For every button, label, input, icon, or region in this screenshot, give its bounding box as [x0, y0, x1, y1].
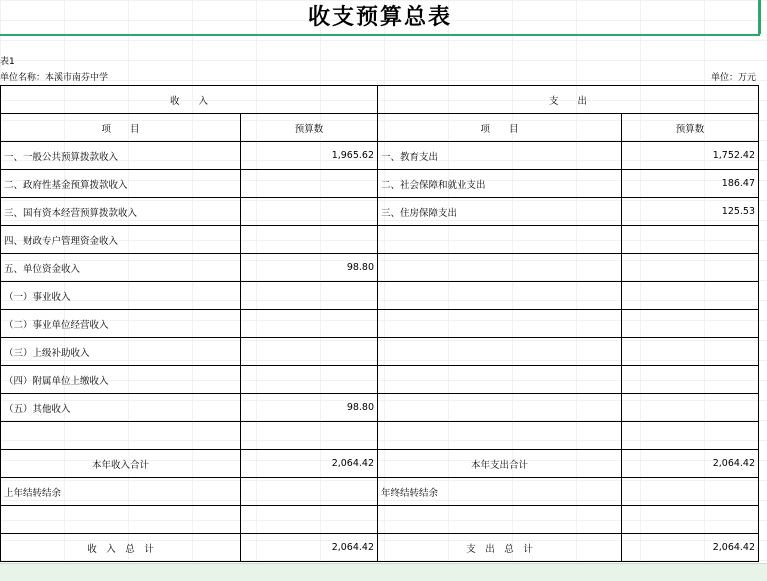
- unit-label: 单位：万元: [710, 73, 756, 83]
- expense-item-header: 项 目: [378, 114, 622, 142]
- income-amount-cell[interactable]: [241, 170, 378, 198]
- year-total-row: [1, 450, 759, 478]
- income-item-cell[interactable]: 四、财政专户管理资金收入: [1, 226, 241, 254]
- expense-header: 支 出: [378, 86, 759, 114]
- income-item-cell[interactable]: 三、国有资本经营预算拨款收入: [1, 198, 241, 226]
- expense-item-cell[interactable]: 二、社会保障和就业支出: [378, 170, 622, 198]
- table-row: [1, 198, 759, 226]
- table-row: [1, 366, 759, 394]
- expense-amount-cell[interactable]: [622, 310, 759, 338]
- income-budget-header: 预算数: [241, 114, 378, 142]
- sheet-bottom-area: [0, 563, 767, 581]
- expense-item-cell[interactable]: [378, 366, 622, 394]
- income-item-cell[interactable]: （四）附属单位上缴收入: [1, 366, 241, 394]
- income-amount-cell[interactable]: 98.80: [241, 254, 378, 282]
- income-item-cell[interactable]: （二）事业单位经营收入: [1, 310, 241, 338]
- income-item-cell[interactable]: 一、一般公共预算拨款收入: [1, 142, 241, 170]
- table-row: [1, 142, 759, 170]
- table-row: [1, 506, 759, 534]
- expense-amount-cell[interactable]: [622, 254, 759, 282]
- income-amount-cell[interactable]: 1,965.62: [241, 142, 378, 170]
- expense-amount-cell[interactable]: [622, 282, 759, 310]
- expense-budget-header: 预算数: [622, 114, 759, 142]
- carry-in-label[interactable]: 上年结转结余: [1, 478, 241, 506]
- page-title: 收支预算总表: [0, 0, 760, 36]
- income-total-label[interactable]: 收 入 总 计: [1, 534, 241, 562]
- income-amount-cell[interactable]: [241, 366, 378, 394]
- expense-amount-cell[interactable]: [622, 366, 759, 394]
- empty-cell[interactable]: [1, 506, 241, 534]
- table-number: 表1: [0, 57, 15, 67]
- table-row: [1, 282, 759, 310]
- income-item-header: 项 目: [1, 114, 241, 142]
- cell-selection-edge: [758, 0, 761, 34]
- carry-out-label[interactable]: 年终结转结余: [378, 478, 622, 506]
- income-amount-cell[interactable]: [241, 310, 378, 338]
- expense-amount-cell[interactable]: [622, 394, 759, 422]
- table-row: [1, 422, 759, 450]
- expense-item-cell[interactable]: [378, 394, 622, 422]
- income-item-cell[interactable]: [1, 422, 241, 450]
- year-expense-value[interactable]: 2,064.42: [622, 450, 759, 478]
- income-item-cell[interactable]: （一）事业收入: [1, 282, 241, 310]
- carry-over-row: [1, 478, 759, 506]
- income-amount-cell[interactable]: [241, 226, 378, 254]
- carry-in-value[interactable]: [241, 478, 378, 506]
- table-row: [1, 226, 759, 254]
- income-header: 收 入: [1, 86, 378, 114]
- year-expense-label[interactable]: 本年支出合计: [378, 450, 622, 478]
- expense-item-cell[interactable]: [378, 226, 622, 254]
- table-row: [1, 254, 759, 282]
- expense-item-cell[interactable]: [378, 422, 622, 450]
- header-row-columns: [1, 114, 759, 142]
- income-item-cell[interactable]: 五、单位资金收入: [1, 254, 241, 282]
- expense-amount-cell[interactable]: 186.47: [622, 170, 759, 198]
- expense-item-cell[interactable]: 一、教育支出: [378, 142, 622, 170]
- empty-cell[interactable]: [378, 506, 622, 534]
- expense-total-label[interactable]: 支 出 总 计: [378, 534, 622, 562]
- expense-amount-cell[interactable]: [622, 226, 759, 254]
- empty-cell[interactable]: [622, 506, 759, 534]
- income-amount-cell[interactable]: [241, 282, 378, 310]
- expense-amount-cell[interactable]: 125.53: [622, 198, 759, 226]
- carry-out-value[interactable]: [622, 478, 759, 506]
- expense-total-value[interactable]: 2,064.42: [622, 534, 759, 562]
- income-amount-cell[interactable]: 98.80: [241, 394, 378, 422]
- table-row: [1, 310, 759, 338]
- grand-total-row: [1, 534, 759, 562]
- empty-cell[interactable]: [241, 506, 378, 534]
- year-income-value[interactable]: 2,064.42: [241, 450, 378, 478]
- income-amount-cell[interactable]: [241, 198, 378, 226]
- income-item-cell[interactable]: （三）上级补助收入: [1, 338, 241, 366]
- table-row: [1, 394, 759, 422]
- expense-amount-cell[interactable]: [622, 422, 759, 450]
- expense-amount-cell[interactable]: 1,752.42: [622, 142, 759, 170]
- budget-table-container: [0, 85, 758, 562]
- income-amount-cell[interactable]: [241, 422, 378, 450]
- income-item-cell[interactable]: （五）其他收入: [1, 394, 241, 422]
- income-item-cell[interactable]: 二、政府性基金预算拨款收入: [1, 170, 241, 198]
- expense-item-cell[interactable]: 三、住房保障支出: [378, 198, 622, 226]
- expense-item-cell[interactable]: [378, 310, 622, 338]
- expense-amount-cell[interactable]: [622, 338, 759, 366]
- expense-item-cell[interactable]: [378, 254, 622, 282]
- expense-item-cell[interactable]: [378, 338, 622, 366]
- unit-name: 单位名称：本溪市南芬中学: [0, 73, 109, 83]
- income-total-value[interactable]: 2,064.42: [241, 534, 378, 562]
- year-income-label[interactable]: 本年收入合计: [1, 450, 241, 478]
- header-row-sections: [1, 86, 759, 114]
- expense-item-cell[interactable]: [378, 282, 622, 310]
- income-amount-cell[interactable]: [241, 338, 378, 366]
- table-row: [1, 170, 759, 198]
- table-row: [1, 338, 759, 366]
- budget-summary-table: [0, 85, 759, 562]
